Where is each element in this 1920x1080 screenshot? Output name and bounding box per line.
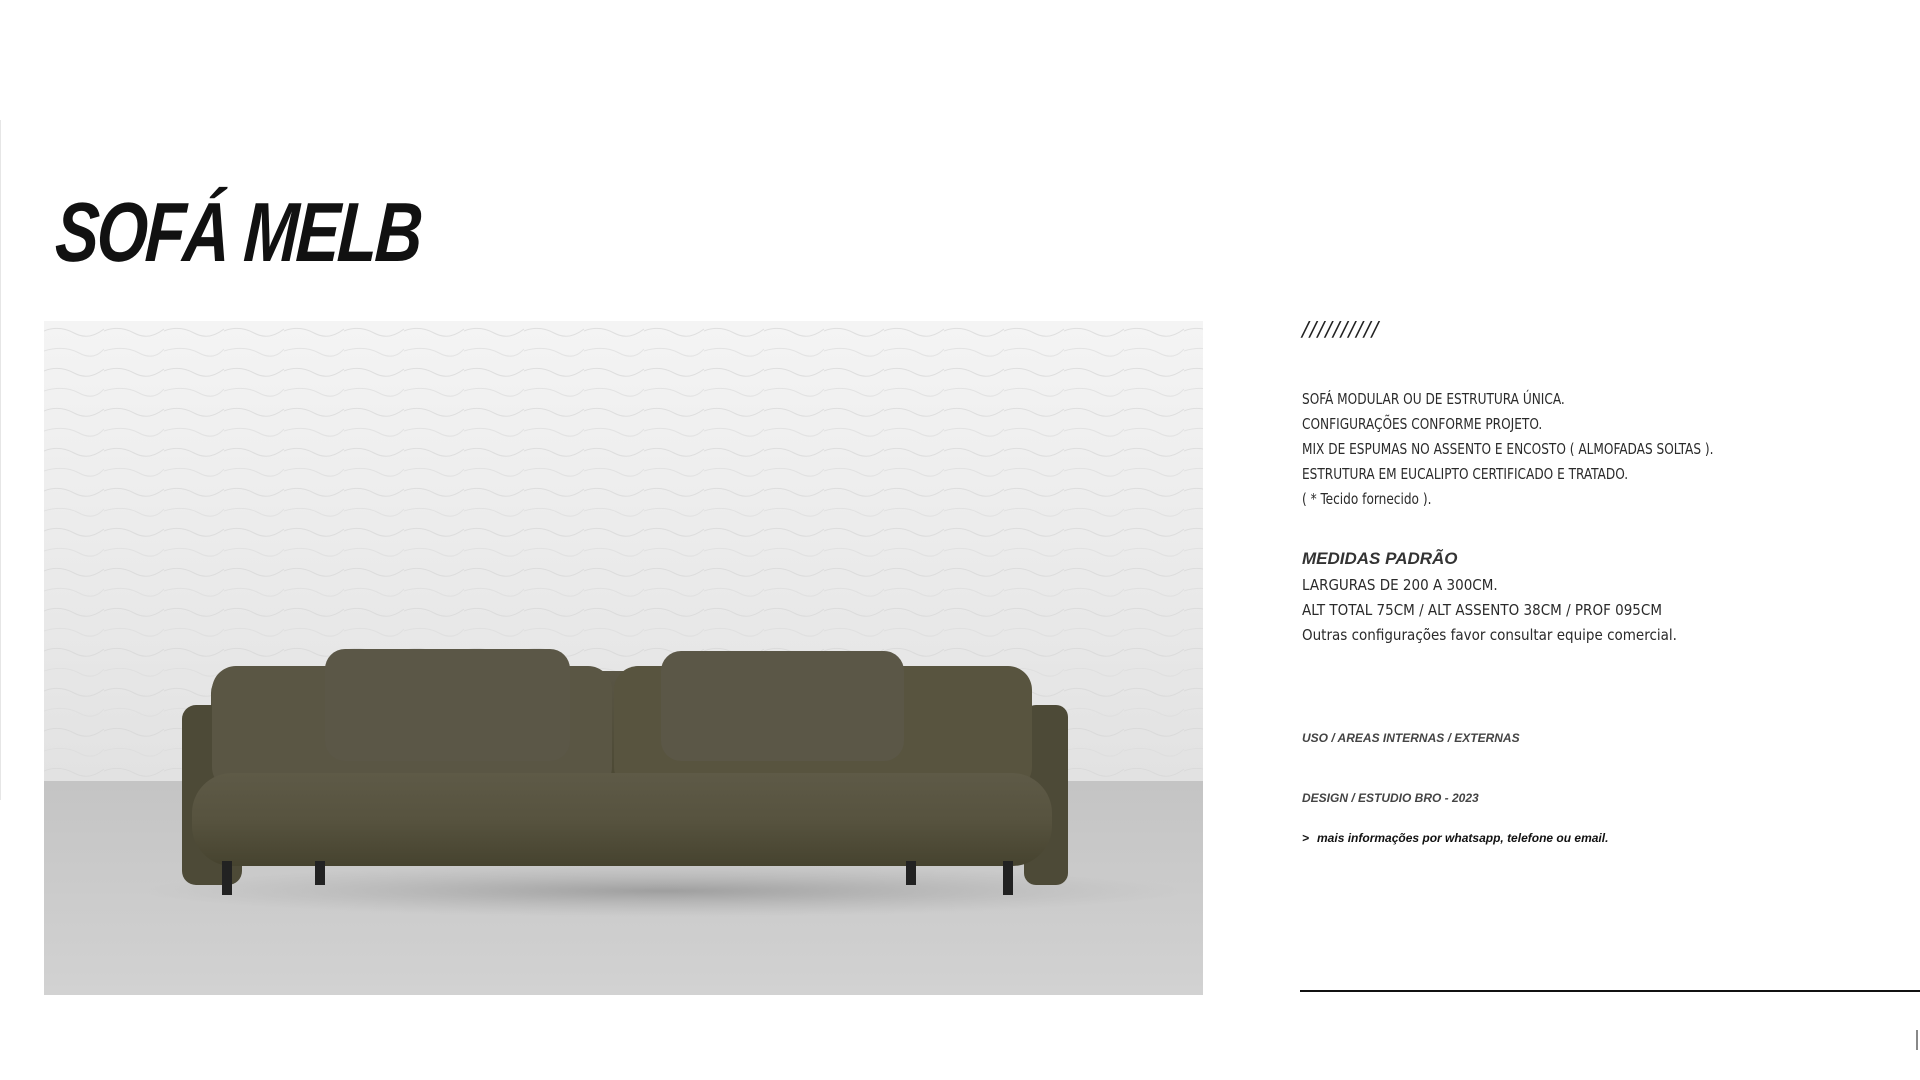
measures-heading: MEDIDAS PADRÃO (1302, 549, 1458, 568)
measures-line: LARGURAS DE 200 A 300CM. (1302, 576, 1498, 594)
measures-line: Outras configurações favor consultar equipe comercial. (1302, 626, 1677, 644)
product-photo (44, 321, 1203, 995)
page-edge-mark (1916, 1030, 1918, 1050)
page-title: SOFÁ MELB (53, 185, 424, 279)
arrow-icon: > (1302, 831, 1310, 845)
measures-line: ALT TOTAL 75CM / ALT ASSENTO 38CM / PROF 095CM (1302, 601, 1662, 619)
contact-text: mais informações por whatsapp, telefone ou email. (1317, 831, 1609, 845)
description-line: ( * Tecido fornecido ). (1302, 490, 1432, 508)
seat-cushion (192, 773, 1052, 866)
bottom-rule (1300, 990, 1920, 992)
design-credit: DESIGN / ESTUDIO BRO - 2023 (1302, 791, 1479, 805)
measures-list (1302, 573, 1719, 648)
page-edge-line (0, 120, 1, 800)
contact-info (1302, 831, 1608, 845)
sofa-illustration (144, 649, 1184, 917)
back-cushion-right (661, 651, 904, 761)
description-line: ESTRUTURA EM EUCALIPTO CERTIFICADO E TRATADO. (1302, 465, 1629, 483)
back-cushion-left (325, 649, 570, 761)
description-line: CONFIGURAÇÕES CONFORME PROJETO. (1302, 415, 1543, 433)
product-description (1302, 387, 1759, 512)
description-line: SOFÁ MODULAR OU DE ESTRUTURA ÚNICA. (1302, 390, 1565, 408)
decorative-divider: ////////// (1302, 317, 1380, 341)
description-line: MIX DE ESPUMAS NO ASSENTO E ENCOSTO ( ALMOFADAS SOLTAS ). (1302, 440, 1714, 458)
usage-label: USO / AREAS INTERNAS / EXTERNAS (1302, 731, 1520, 745)
